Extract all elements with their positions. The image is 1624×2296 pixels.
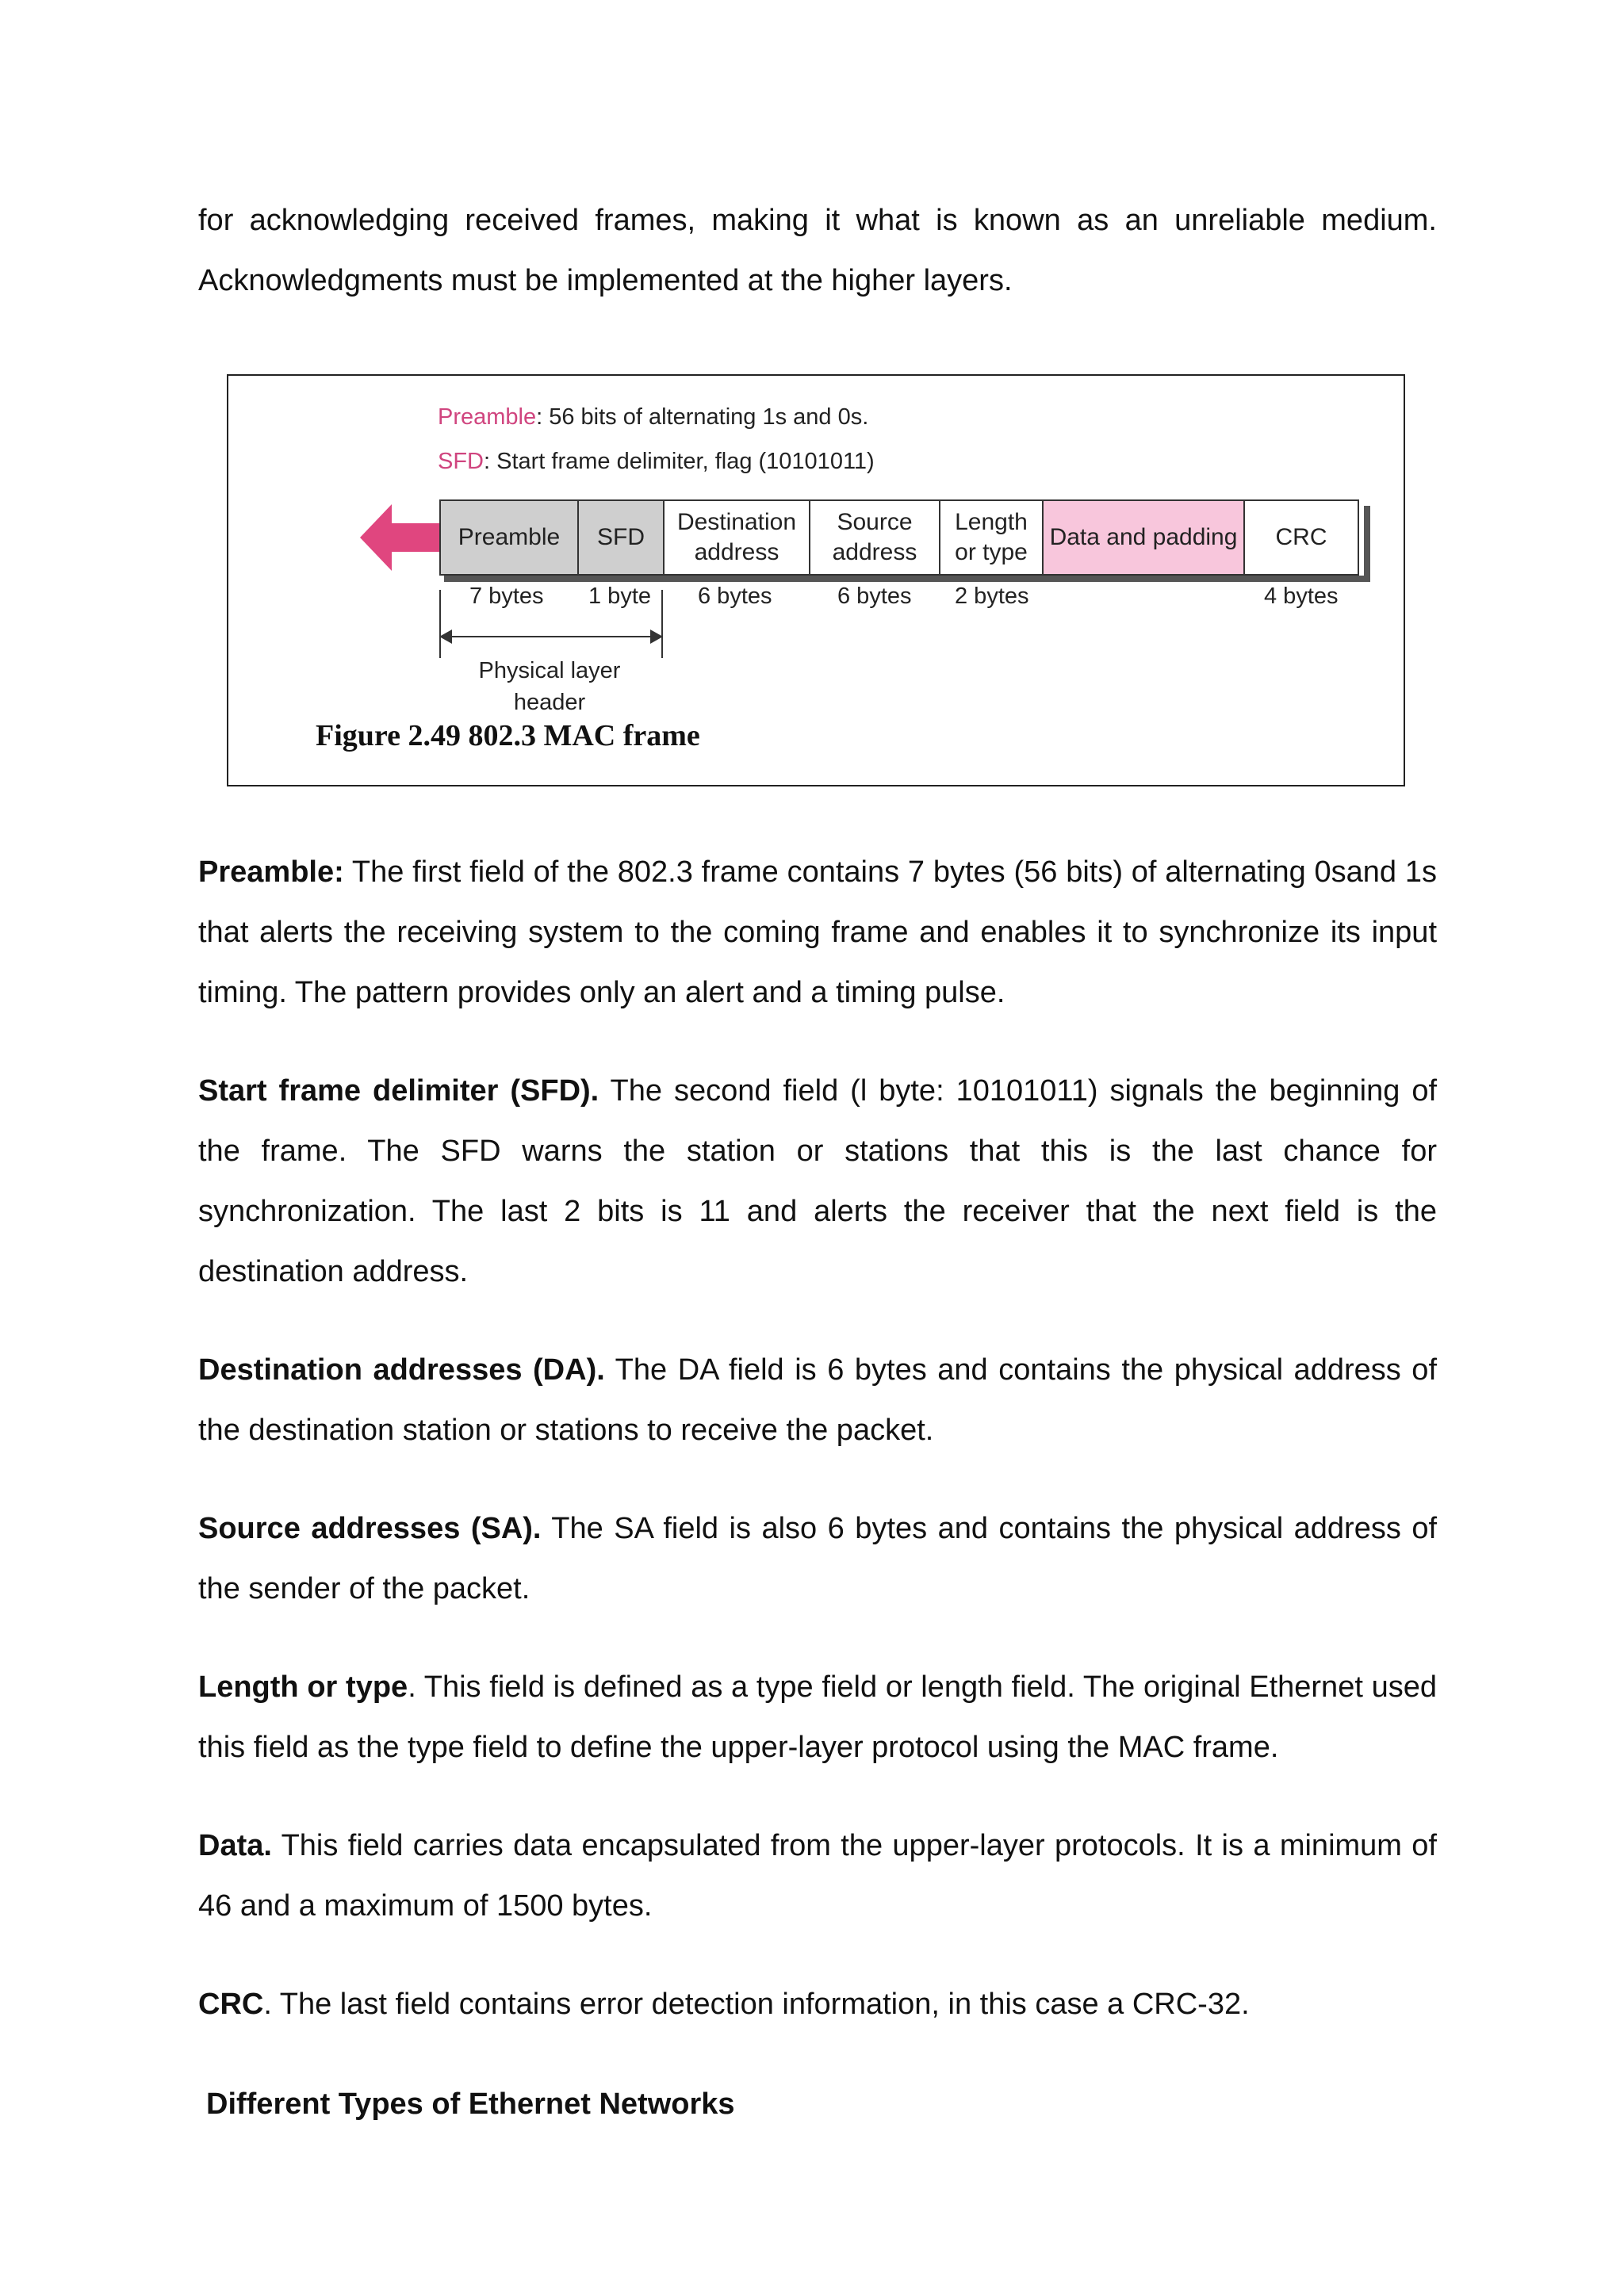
section-heading: Different Types of Ethernet Networks [206, 2087, 735, 2121]
term-length: Length or type [198, 1670, 408, 1704]
intro-paragraph [198, 190, 1437, 311]
term-sfd: Start frame delimiter (SFD). [198, 1074, 599, 1108]
size-destination: 6 bytes [698, 584, 772, 609]
legend-preamble-key: Preamble [438, 404, 537, 430]
term-data: Data. [198, 1829, 272, 1862]
size-sfd: 1 byte [588, 584, 651, 609]
field-crc: CRC [1245, 499, 1359, 576]
section-data [198, 1816, 1437, 1936]
text-destination: The DA field is 6 bytes and contains the physical address of the destination station or stations to receive the packet. [198, 1353, 1437, 1447]
arrow-right-icon [650, 629, 663, 644]
legend-sfd [438, 449, 875, 475]
direction-arrow-icon [360, 504, 439, 571]
term-destination: Destination addresses (DA). [198, 1353, 605, 1387]
mac-frame-figure [227, 374, 1405, 786]
document-page [198, 190, 1437, 2134]
size-preamble: 7 bytes [469, 584, 544, 609]
term-source: Source addresses (SA). [198, 1512, 542, 1545]
section-destination [198, 1340, 1437, 1460]
frame-shadow-bottom [444, 576, 1369, 582]
size-crc: 4 bytes [1264, 584, 1339, 609]
legend-preamble-text: : 56 bits of alternating 1s and 0s. [536, 404, 869, 430]
physical-header-right-tick [661, 590, 663, 658]
field-destination-address: Destination address [665, 499, 810, 576]
text-preamble: The first field of the 802.3 frame contains 7 bytes (56 bits) of alternating 0sand 1s that alerts the receiving system to the coming frame and enables it to synchronize its input timing. The pattern provides only an alert and a timing pulse. [198, 855, 1437, 1009]
text-crc: . The last field contains error detection information, in this case a CRC-32. [263, 1988, 1250, 2021]
legend-sfd-text: : Start frame delimiter, flag (10101011) [484, 449, 875, 474]
text-source: The SA field is also 6 bytes and contains the physical address of the sender of the packet. [198, 1512, 1438, 1605]
field-length-or-type: Length or type [940, 499, 1044, 576]
intro-line-2: Acknowledgments must be implemented at the higher layers. [198, 264, 1013, 297]
section-crc [198, 1974, 1437, 2034]
size-length: 2 bytes [955, 584, 1029, 609]
size-source: 6 bytes [837, 584, 912, 609]
mac-frame-fields [439, 499, 1359, 576]
legend-preamble [438, 404, 868, 430]
legend-sfd-key: SFD [438, 449, 484, 474]
physical-layer-header-label: Physical layer header [478, 658, 621, 715]
section-length [198, 1657, 1437, 1777]
field-data-and-padding: Data and padding [1044, 499, 1245, 576]
term-preamble: Preamble: [198, 855, 344, 889]
text-length: . This field is defined as a type field or length field. The original Ethernet used this field as the type field to define the upper-layer protocol using the MAC frame. [198, 1670, 1437, 1764]
figure-caption: Figure 2.49 802.3 MAC frame [316, 719, 700, 752]
text-sfd: The second field (l byte: 10101011) signals the beginning of the frame. The SFD warns the station or stations that this is the last chance for synchronization. The last 2 bits is 11 and alerts the receiver that the next field is the destination address. [198, 1074, 1438, 1288]
section-sfd [198, 1061, 1437, 1302]
physical-header-left-tick [439, 590, 441, 658]
term-crc: CRC [198, 1988, 264, 2021]
intro-line-1: for acknowledging received frames, making it what is known as an unreliable medium. [198, 204, 1437, 237]
field-sfd: SFD [579, 499, 665, 576]
section-preamble [198, 842, 1437, 1023]
frame-shadow-right [1364, 506, 1370, 582]
field-preamble: Preamble [439, 499, 579, 576]
arrow-left-icon [439, 629, 452, 644]
field-source-address: Source address [810, 499, 940, 576]
section-source [198, 1498, 1437, 1619]
physical-header-span-line [439, 636, 663, 637]
text-data: This field carries data encapsulated from the upper-layer protocols. It is a minimum of 46 and a maximum of 1500 bytes. [198, 1829, 1437, 1923]
